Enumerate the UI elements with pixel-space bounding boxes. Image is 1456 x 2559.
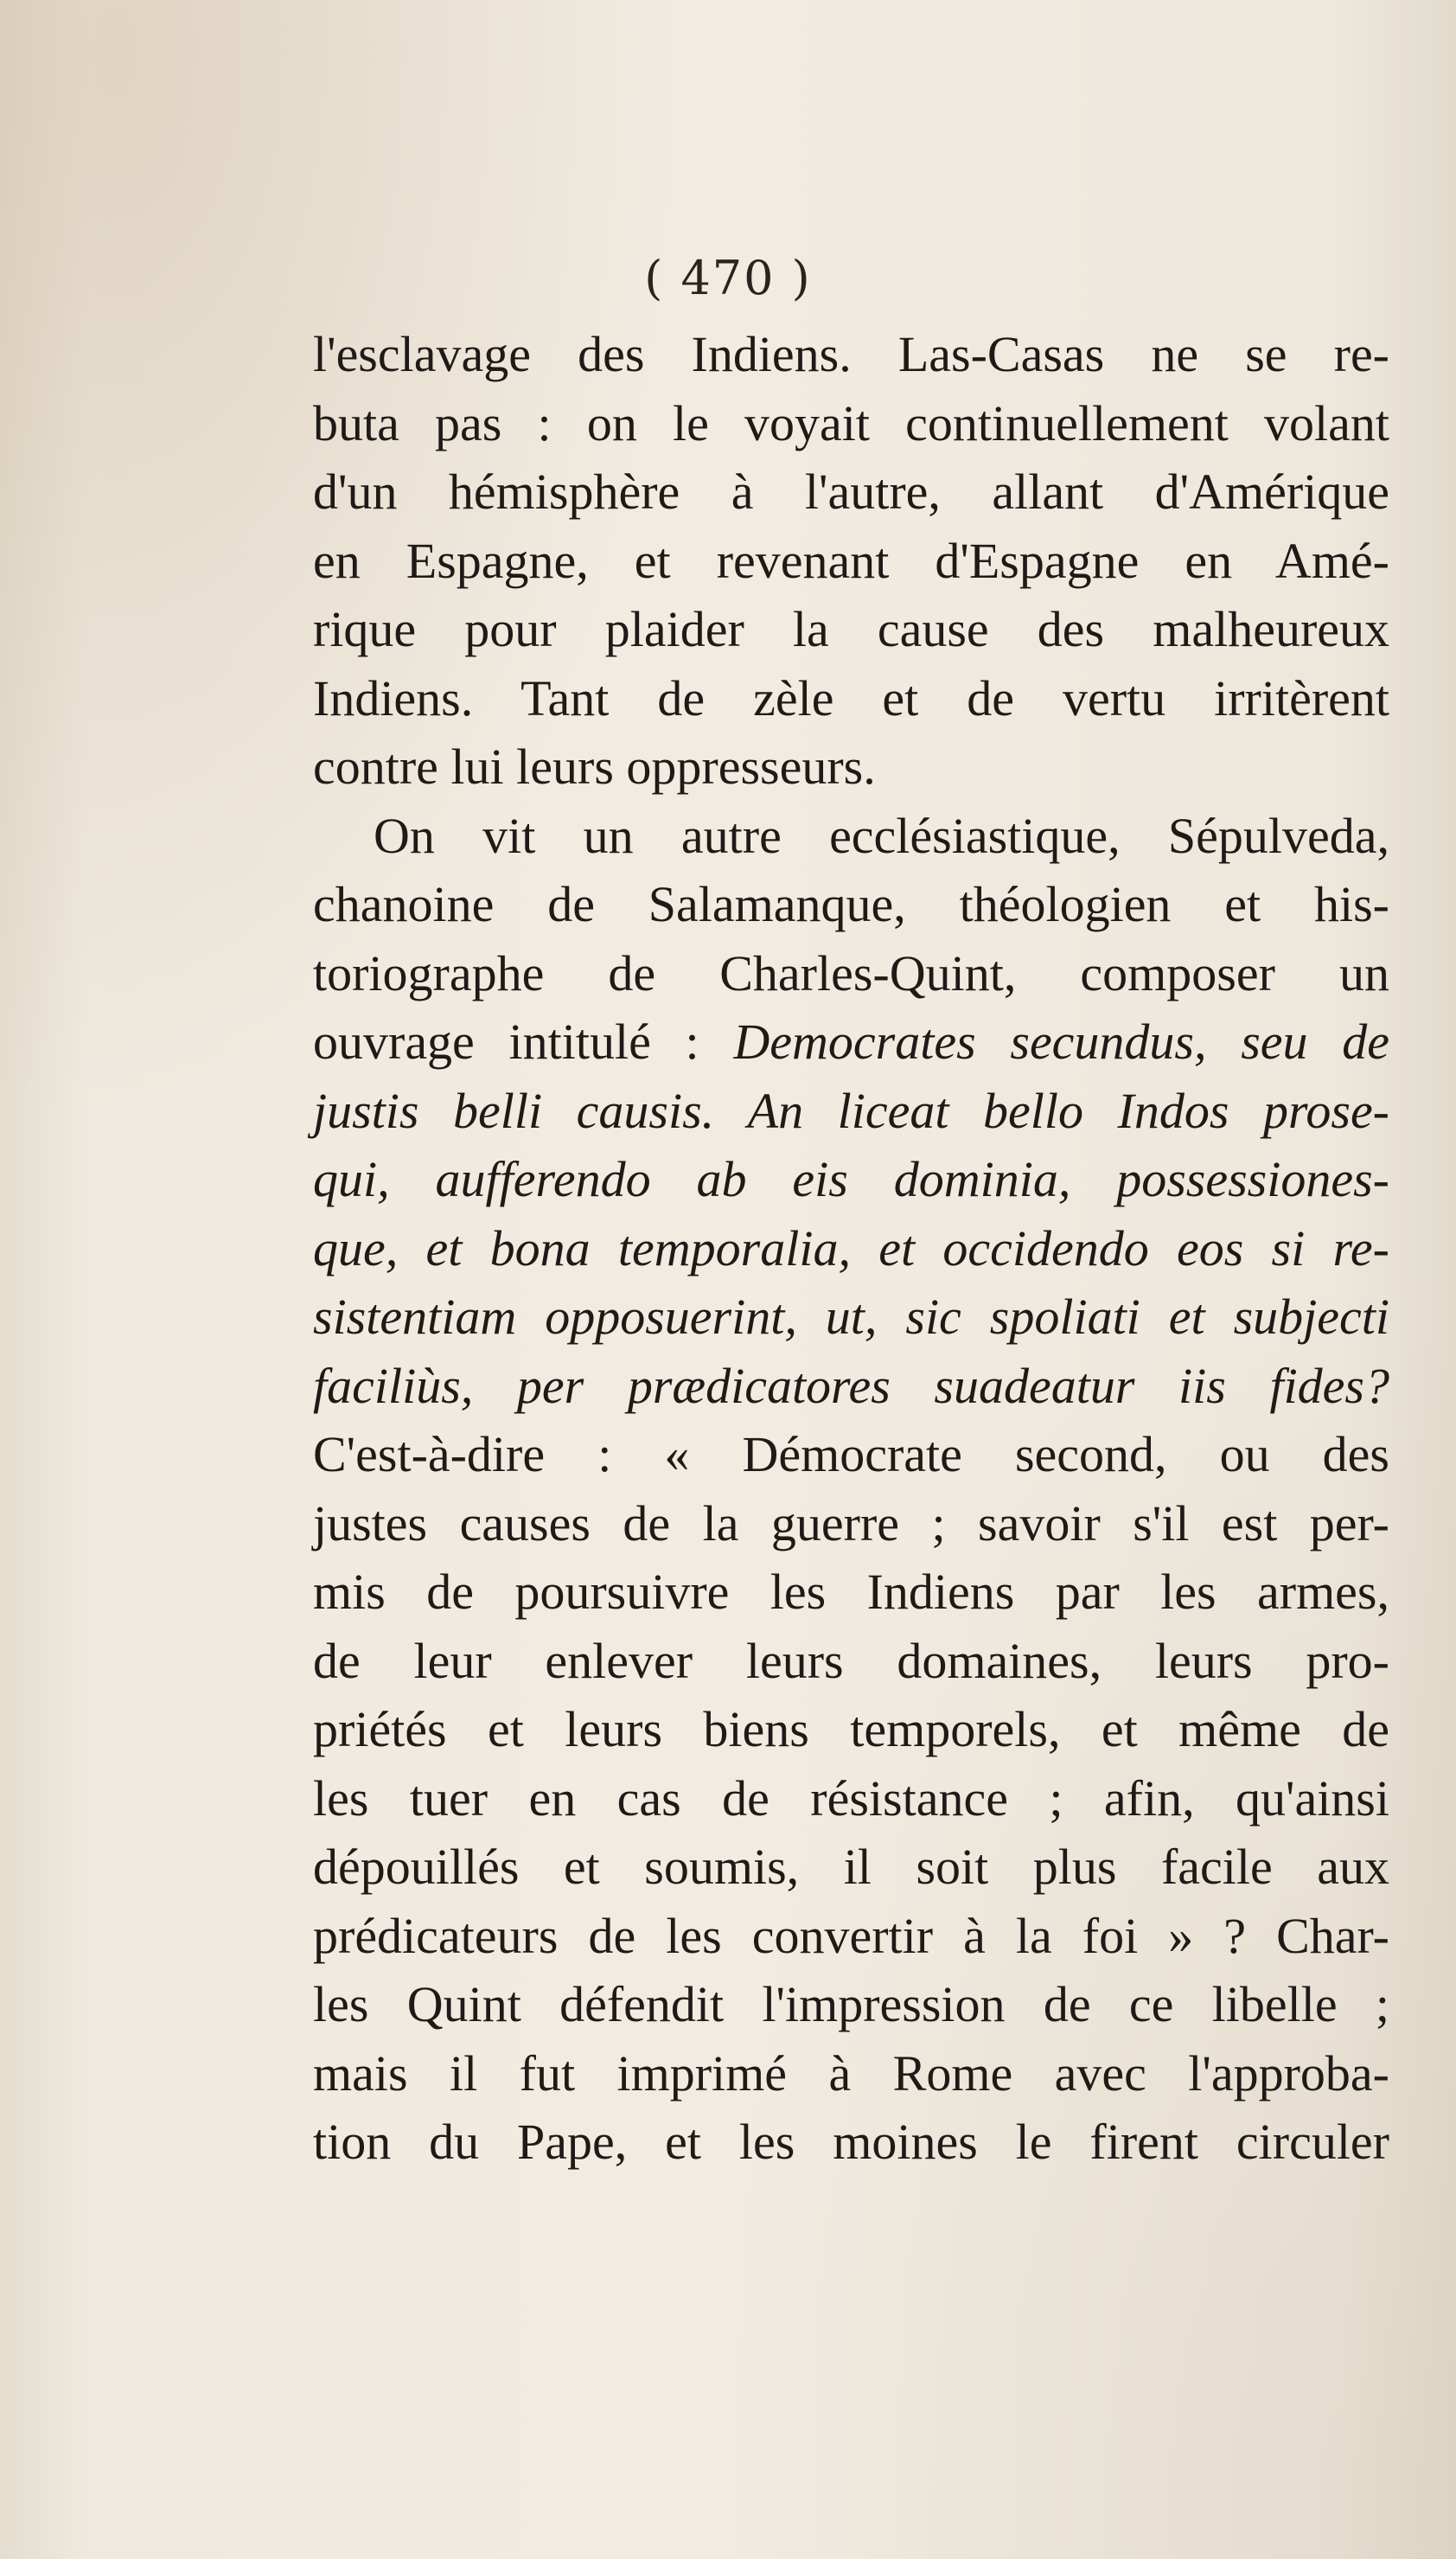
text-line: en Espagne, et revenant d'Espagne en Amé-	[313, 532, 1389, 589]
text-segment: ouvrage intitulé :	[313, 1014, 699, 1070]
text-line: contre lui leurs oppresseurs.	[313, 739, 876, 795]
italic-title-line: qui, aufferendo ab eis dominia, possessiones-	[313, 1151, 1389, 1207]
text-line: chanoine de Salamanque, théologien et his-	[313, 876, 1389, 932]
text-line: buta pas : on le voyait continuellement volant	[313, 394, 1389, 451]
text-line-mixed	[313, 1008, 1389, 1077]
text-line: Indiens. Tant de zèle et de vertu irritèrent	[313, 669, 1389, 726]
text-line: rique pour plaider la cause des malheureux	[313, 601, 1389, 657]
italic-title-line: que, et bona temporalia, et occidendo eos si re-	[313, 1219, 1389, 1276]
text-line: prédicateurs de les convertir à la foi » ? Char-	[313, 1907, 1389, 1964]
text-line: toriographe de Charles-Quint, composer un	[313, 944, 1389, 1001]
page-number: ( 470 )	[644, 251, 812, 305]
italic-title-line: sistentiam opposuerint, ut, sic spoliati et subjecti	[313, 1289, 1389, 1345]
text-line: tion du Pape, et les moines le firent circuler	[313, 2114, 1389, 2170]
text-line: priétés et leurs biens temporels, et même de	[313, 1701, 1389, 1757]
italic-title-segment: Democrates secundus, seu de	[733, 1014, 1389, 1070]
italic-title-line: faciliùs, per prædicatores suadeatur iis fides?	[313, 1357, 1389, 1414]
text-line: mais il fut imprimé à Rome avec l'approba-	[313, 2044, 1389, 2102]
text-line: dépouillés et soumis, il soit plus facile aux	[313, 1839, 1389, 1895]
text-line: d'un hémisphère à l'autre, allant d'Amérique	[313, 464, 1389, 520]
text-line: C'est-à-dire : « Démocrate second, ou des	[313, 1426, 1389, 1482]
text-line: justes causes de la guerre ; savoir s'il est per-	[313, 1494, 1389, 1551]
italic-title-line: justis belli causis. An liceat bello Indos prose-	[313, 1082, 1389, 1139]
paragraph-start-line: On vit un autre ecclésiastique, Sépulveda,	[374, 807, 1389, 864]
body-text	[313, 320, 1389, 2177]
text-line: de leur enlever leurs domaines, leurs pro-	[313, 1632, 1389, 1689]
text-line: les Quint défendit l'impression de ce libelle ;	[313, 1976, 1389, 2032]
text-line: l'esclavage des Indiens. Las-Casas ne se re-	[313, 326, 1389, 382]
text-line: mis de poursuivre les Indiens par les armes,	[313, 1564, 1389, 1620]
text-line: les tuer en cas de résistance ; afin, qu'ainsi	[313, 1769, 1389, 1826]
